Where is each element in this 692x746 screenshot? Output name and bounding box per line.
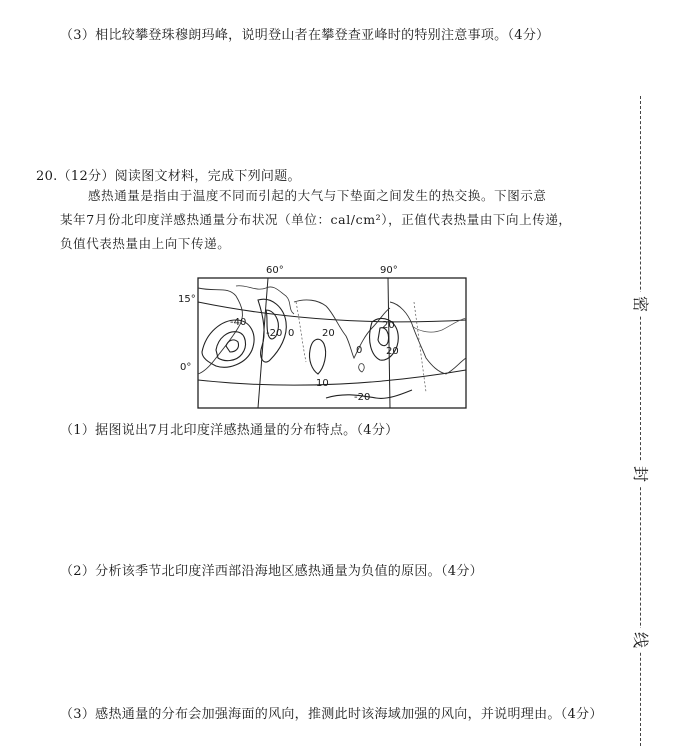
contour-west-mid: [216, 332, 245, 361]
lat-label-15: 15°: [178, 294, 196, 305]
contour-label-20-north: 20: [382, 320, 395, 331]
contour-label-20-center: 20: [322, 328, 335, 339]
contour-arabian-sea: [309, 339, 325, 374]
lon-label-60: 60°: [266, 265, 284, 276]
coastline-arabia-iran: [236, 286, 294, 314]
question-20-sub-2: （2）分析该季节北印度洋西部沿海地区感热通量为负值的原因。（4分）: [60, 564, 483, 579]
question-20-sub-1: （1）据图说出7月北印度洋感热通量的分布特点。（4分）: [60, 423, 399, 438]
material-line-1: 感热通量是指由于温度不同而引起的大气与下垫面之间发生的热交换。下图示意: [88, 188, 547, 203]
latitude-0-line: [198, 370, 466, 385]
contour-label-neg20: -20: [266, 328, 283, 339]
coastline-africa-arabia: [198, 288, 242, 374]
binding-mark-feng: 封: [628, 462, 652, 486]
binding-mark-mi: 密: [628, 292, 652, 316]
contour-label-neg40: -40: [230, 317, 247, 328]
coastline-southeast-asia: [390, 302, 466, 374]
contour-label-0-east: 0: [356, 345, 363, 356]
sri-lanka: [359, 364, 364, 372]
lat-label-0: 0°: [180, 362, 192, 373]
dotted-line-1: [296, 302, 306, 362]
question-20-sub-3: （3）感热通量的分布会加强海面的风向，推测此时该海域加强的风向，并说明理由。（4分）: [60, 707, 603, 722]
meridian-90: [388, 278, 390, 408]
lon-label-90: 90°: [380, 265, 398, 276]
coastline-india: [294, 300, 390, 358]
question-20-header: 20.（12分）阅读图文材料，完成下列问题。: [36, 169, 301, 184]
material-line-3: 负值代表热量由上向下传递。: [60, 236, 231, 251]
contour-label-20-east: 20: [386, 346, 399, 357]
contour-label-neg20-south: -20: [354, 392, 371, 403]
dotted-line-2: [414, 302, 426, 392]
sensible-heat-flux-map: [176, 262, 476, 412]
contour-label-0-west: 0: [288, 328, 295, 339]
prev-question-3: （3）相比较攀登珠穆朗玛峰，说明登山者在攀登查亚峰时的特别注意事项。（4分）: [60, 28, 550, 43]
material-line-2: 某年7月份北印度洋感热通量分布状况（单位：cal/cm²），正值代表热量由下向上传递，: [60, 212, 572, 227]
binding-mark-xian: 线: [628, 628, 652, 652]
contour-west-inner: [226, 340, 239, 352]
contour-label-10: 10: [316, 378, 329, 389]
